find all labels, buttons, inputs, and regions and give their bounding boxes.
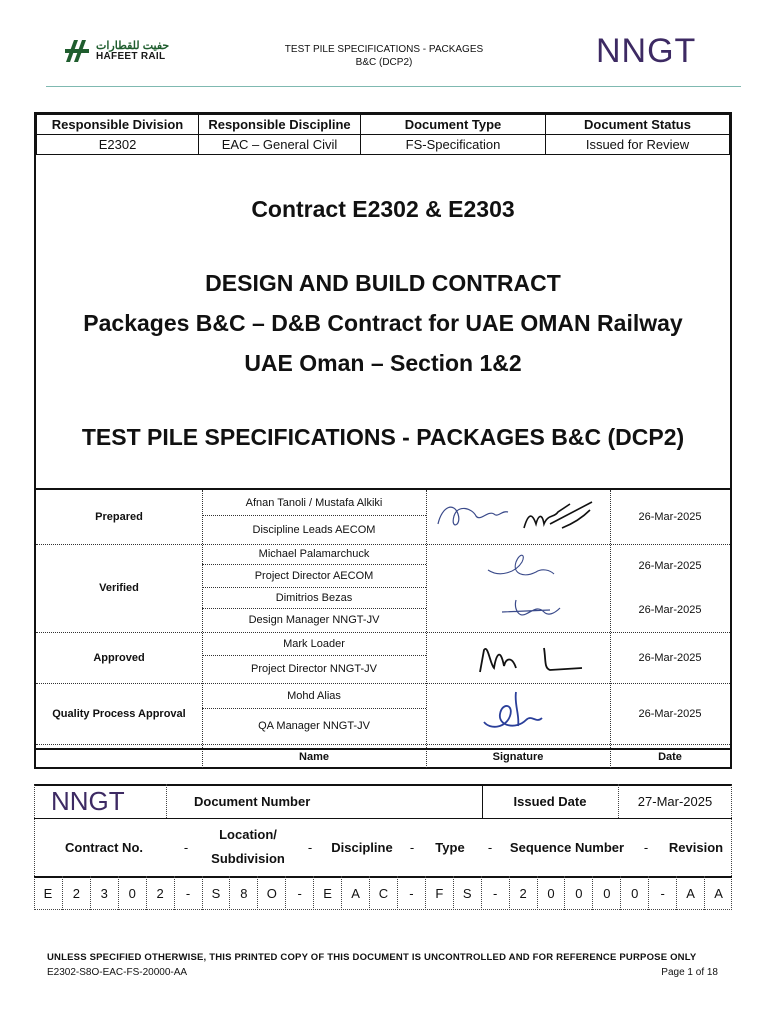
document-code-char: -	[174, 876, 202, 910]
issued-date-value: 27-Mar-2025	[637, 793, 713, 809]
info-header-division: Responsible Division	[37, 115, 199, 135]
footer-document-code: E2302-S8O-EAC-FS-20000-AA	[47, 967, 188, 978]
document-number-table	[34, 784, 732, 910]
info-header-type: Document Type	[361, 115, 546, 135]
qa-role: QA Manager NNGT-JV	[258, 720, 370, 732]
document-code-char: F	[425, 876, 453, 910]
spacer-row	[36, 748, 730, 767]
document-code-char: 8	[229, 876, 257, 910]
prepared-signatures-image	[432, 494, 602, 540]
qa-signature-image	[476, 686, 556, 736]
info-header-discipline: Responsible Discipline	[199, 115, 361, 135]
title-line-3: UAE Oman – Section 1&2	[244, 350, 522, 376]
document-code-char: C	[369, 876, 397, 910]
verified1-date: 26-Mar-2025	[638, 559, 702, 572]
document-code-char: 3	[90, 876, 118, 910]
verified2-name: Dimitrios Bezas	[275, 591, 353, 604]
verified2-role: Design Manager NNGT-JV	[248, 614, 380, 626]
document-code-char: S	[453, 876, 481, 910]
revision-header: Revision	[668, 839, 724, 855]
approved-signature-image	[474, 638, 614, 678]
separator-dash: -	[307, 839, 313, 855]
document-code-char: -	[481, 876, 509, 910]
document-code-char: A	[341, 876, 369, 910]
document-code-char: O	[257, 876, 285, 910]
page-header	[0, 0, 768, 90]
verified1-name: Michael Palamarchuck	[258, 548, 370, 560]
info-table	[36, 114, 730, 155]
contract-title: Contract E2302 & E2303	[251, 196, 515, 222]
footer-page-number: Page 1 of 18	[661, 967, 718, 978]
brand-left-english: HAFEET RAIL	[96, 50, 166, 62]
document-code-char: 0	[118, 876, 146, 910]
col-date-caption: Date	[658, 751, 682, 763]
issued-date-label: Issued Date	[513, 793, 587, 809]
verified2-signature-image	[496, 594, 576, 624]
header-title-line1: TEST PILE SPECIFICATIONS - PACKAGES	[284, 44, 484, 55]
separator-dash: -	[487, 839, 493, 855]
dn-line	[166, 784, 167, 818]
separator-dash: -	[643, 839, 649, 855]
document-code-char: 0	[620, 876, 648, 910]
cover-frame	[34, 112, 732, 769]
info-value-row	[37, 135, 730, 155]
sequence-header: Sequence Number	[509, 839, 625, 855]
nngt-logo-text: NNGT	[596, 34, 697, 66]
document-code-char: -	[397, 876, 425, 910]
document-code-char: 0	[592, 876, 620, 910]
info-value-discipline: EAC – General Civil	[199, 135, 361, 155]
document-code-char: S	[202, 876, 230, 910]
document-code-char: E	[43, 885, 53, 901]
document-code-char: 2	[509, 876, 537, 910]
dn-nngt-logo	[38, 786, 164, 816]
verified2-date: 26-Mar-2025	[638, 603, 702, 616]
title-line-2: Packages B&C – D&B Contract for UAE OMAN Railway	[83, 310, 683, 336]
document-code-char: A	[704, 876, 732, 910]
document-code-row	[34, 876, 732, 910]
verified1-signature-image	[480, 548, 570, 588]
qa-date: 26-Mar-2025	[638, 707, 702, 720]
document-code-char: 2	[146, 876, 174, 910]
verified1-role: Project Director AECOM	[254, 569, 374, 582]
col-name-caption: Name	[299, 751, 329, 763]
document-title: TEST PILE SPECIFICATIONS - PACKAGES B&C (DCP2)	[81, 424, 685, 450]
prepared-name: Afnan Tanoli / Mustafa Alkiki	[245, 496, 383, 509]
footer-disclaimer: UNLESS SPECIFIED OTHERWISE, THIS PRINTED COPY OF THIS DOCUMENT IS UNCONTROLLED AND FOR REFERENCE PURPOSE ONLY	[47, 952, 697, 963]
signoff-table	[36, 490, 730, 763]
qa-label: Quality Process Approval	[52, 707, 186, 720]
info-header-status: Document Status	[546, 115, 730, 135]
qa-name: Mohd Alias	[287, 689, 341, 702]
document-code-char: -	[648, 876, 676, 910]
title-block	[36, 158, 730, 490]
location-header: Location/ Subdivision	[211, 827, 285, 866]
document-code-char: 0	[537, 876, 565, 910]
brand-left-arabic: حفيت للقطارات	[96, 39, 170, 52]
dn-logo-text: NNGT	[51, 788, 125, 814]
nngt-logo	[596, 34, 732, 71]
document-code-char: 2	[62, 876, 90, 910]
contract-no-header: Contract No.	[65, 839, 143, 855]
approved-name: Mark Loader	[283, 637, 345, 650]
header-rule	[46, 86, 741, 87]
info-header-row	[37, 115, 730, 135]
info-value-status: Issued for Review	[546, 135, 730, 155]
title-line-1: DESIGN AND BUILD CONTRACT	[205, 270, 561, 296]
col-signature-caption: Signature	[492, 751, 544, 763]
prepared-date: 26-Mar-2025	[638, 511, 702, 523]
header-title-line2: B&C (DCP2)	[355, 57, 413, 68]
document-code-char: 0	[564, 876, 592, 910]
document-code-char: A	[676, 876, 704, 910]
verified-label: Verified	[99, 582, 139, 594]
separator-dash: -	[409, 839, 415, 855]
info-value-division: E2302	[37, 135, 199, 155]
prepared-label: Prepared	[95, 511, 143, 523]
prepared-role: Discipline Leads AECOM	[252, 523, 376, 536]
info-value-type: FS-Specification	[361, 135, 546, 155]
document-code-char: -	[285, 876, 313, 910]
type-header: Type	[435, 839, 465, 855]
sig-divider-v2	[426, 490, 427, 768]
doc-number-title: Document Number	[194, 793, 311, 809]
approved-date: 26-Mar-2025	[638, 651, 702, 664]
separator-dash: -	[183, 839, 189, 855]
approved-role: Project Director NNGT-JV	[251, 663, 377, 675]
document-code-char: E	[313, 876, 341, 910]
approved-label: Approved	[93, 651, 145, 664]
discipline-header: Discipline	[331, 839, 393, 855]
